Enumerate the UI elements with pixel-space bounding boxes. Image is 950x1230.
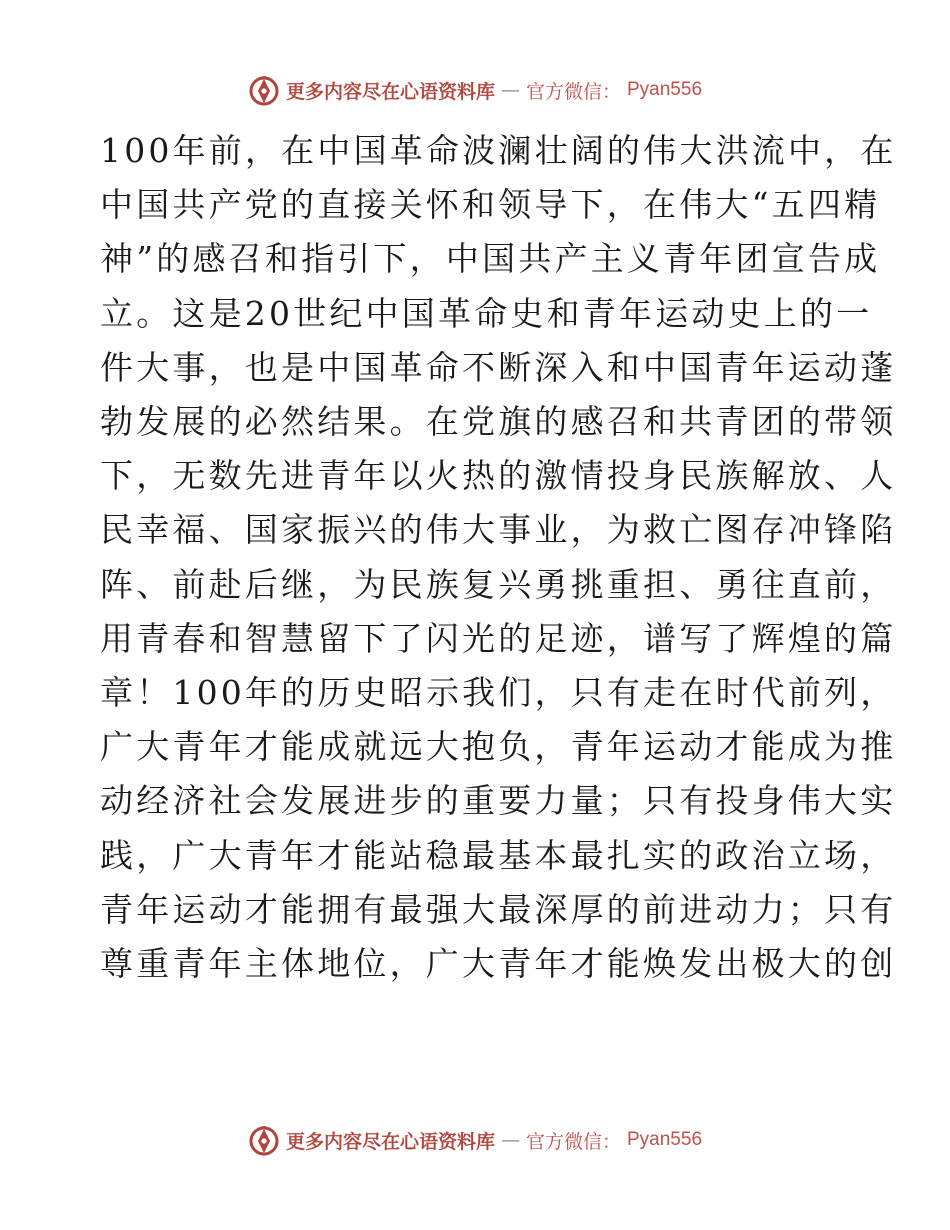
body-line: 青年运动才能拥有最强大最深厚的前进动力；只有 [100, 889, 897, 929]
header-banner-content [248, 74, 702, 106]
footer-banner-wechat-id: Pyan556 [627, 1129, 703, 1150]
body-line: 件大事，也是中国革命不断深入和中国青年运动蓬 [100, 347, 897, 387]
header-banner-title: 更多内容尽在心语资料库 [285, 80, 495, 103]
body-line: 阵、前赴后继，为民族复兴勇挑重担、勇往直前， [100, 564, 897, 604]
body-line: 章！100年的历史昭示我们，只有走在时代前列， [100, 673, 897, 713]
footer-banner-separator: — [500, 1129, 520, 1151]
body-line: 动经济社会发展进步的重要力量；只有投身伟大实 [100, 781, 897, 821]
header-banner-wechat-id: Pyan556 [627, 79, 703, 100]
body-line: 广大青年才能成就远大抱负，青年运动才能成为推 [100, 727, 897, 767]
pen-nib-logo-icon [248, 74, 280, 106]
body-line: 勃发展的必然结果。在党旗的感召和共青团的带领 [100, 402, 897, 442]
header-banner [0, 70, 950, 110]
body-line: 下，无数先进青年以火热的激情投身民族解放、人 [100, 456, 897, 496]
body-line: 用青春和智慧留下了闪光的足迹，谱写了辉煌的篇 [100, 618, 897, 658]
body-line: 神”的感召和指引下，中国共产主义青年团宣告成 [100, 239, 881, 279]
header-banner-contact-label: 官方微信： [525, 80, 621, 103]
header-banner-separator: — [500, 79, 520, 101]
body-line: 中国共产党的直接关怀和领导下，在伟大“五四精 [100, 185, 881, 225]
document-body [100, 124, 897, 991]
body-line: 立。这是20世纪中国革命史和青年运动史上的一 [100, 293, 873, 333]
body-line: 100年前，在中国革命波澜壮阔的伟大洪流中，在 [100, 131, 897, 170]
footer-banner-content [248, 1124, 702, 1156]
body-line: 民幸福、国家振兴的伟大事业，为救亡图存冲锋陷 [100, 510, 897, 550]
body-line: 尊重青年主体地位，广大青年才能焕发出极大的创 [100, 944, 897, 984]
pen-nib-logo-icon [248, 1124, 280, 1156]
body-line: 践，广大青年才能站稳最基本最扎实的政治立场， [100, 835, 897, 875]
footer-banner-contact-label: 官方微信： [525, 1130, 621, 1153]
footer-banner [0, 1120, 950, 1160]
footer-banner-title: 更多内容尽在心语资料库 [285, 1130, 495, 1153]
